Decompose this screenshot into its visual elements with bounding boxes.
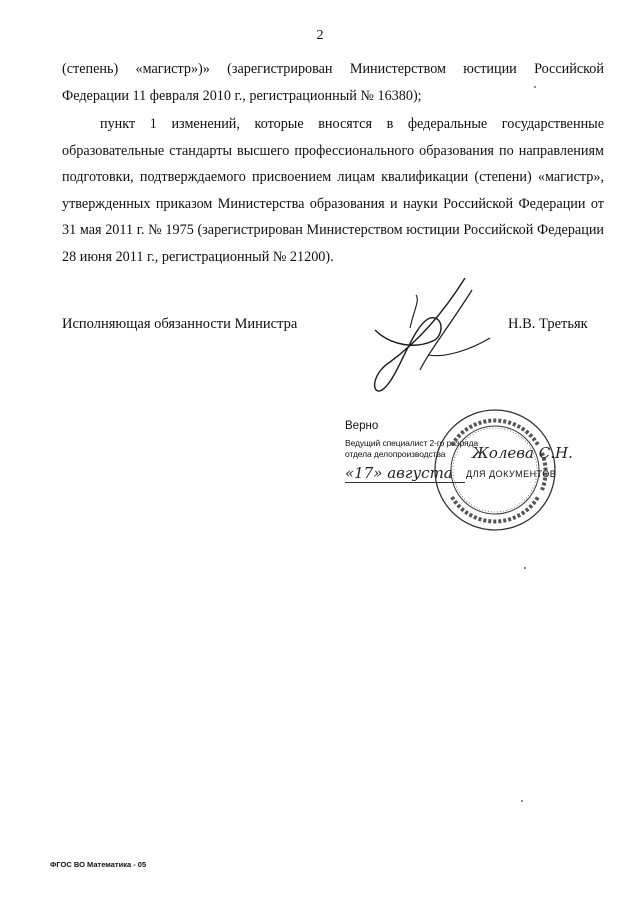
scan-speck (524, 567, 526, 569)
page-number: 2 (316, 28, 324, 43)
document-footer: ФГОС ВО Математика - 05 (50, 860, 147, 869)
certification-position: Ведущий специалист 2-го разряда (345, 438, 479, 448)
handwritten-date: «17» августа (345, 464, 453, 482)
scan-speck (521, 800, 523, 802)
handwritten-signature (350, 270, 500, 405)
certification-department: отдела делопроизводства (345, 449, 446, 459)
signatory-role: Исполняющая обязанности Министра (62, 316, 298, 332)
handwritten-certifier-name: Жолева С.Н. (472, 444, 573, 462)
scan-speck (534, 86, 536, 88)
body-paragraph-2: пункт 1 изменений, которые вносятся в федеральные государственные образовательные стандарты высшего профессионального образования по направлениям подготовки, подтверждаемого присвоением лицам квалификации (степени) «магистр», утвержденных приказом Министерства образования и науки Российской Федерации от 31 мая 2011 г. № 1975 (зарегистрирован Министерством юстиции Российской Федерации 28 июня 2011 г., регистрационный № 21200). (62, 116, 604, 265)
body-paragraph-1: (степень) «магистр»)» (зарегистрирован Министерством юстиции Российской Федерации 11 февраля 2010 г., регистрационный № 16380); (62, 61, 604, 104)
certification-verno: Верно (345, 420, 379, 432)
signatory-name: Н.В. Третьяк (508, 316, 588, 332)
date-underline (345, 482, 465, 483)
stamp-center-text: ДЛЯ ДОКУМЕНТОВ (466, 469, 557, 479)
